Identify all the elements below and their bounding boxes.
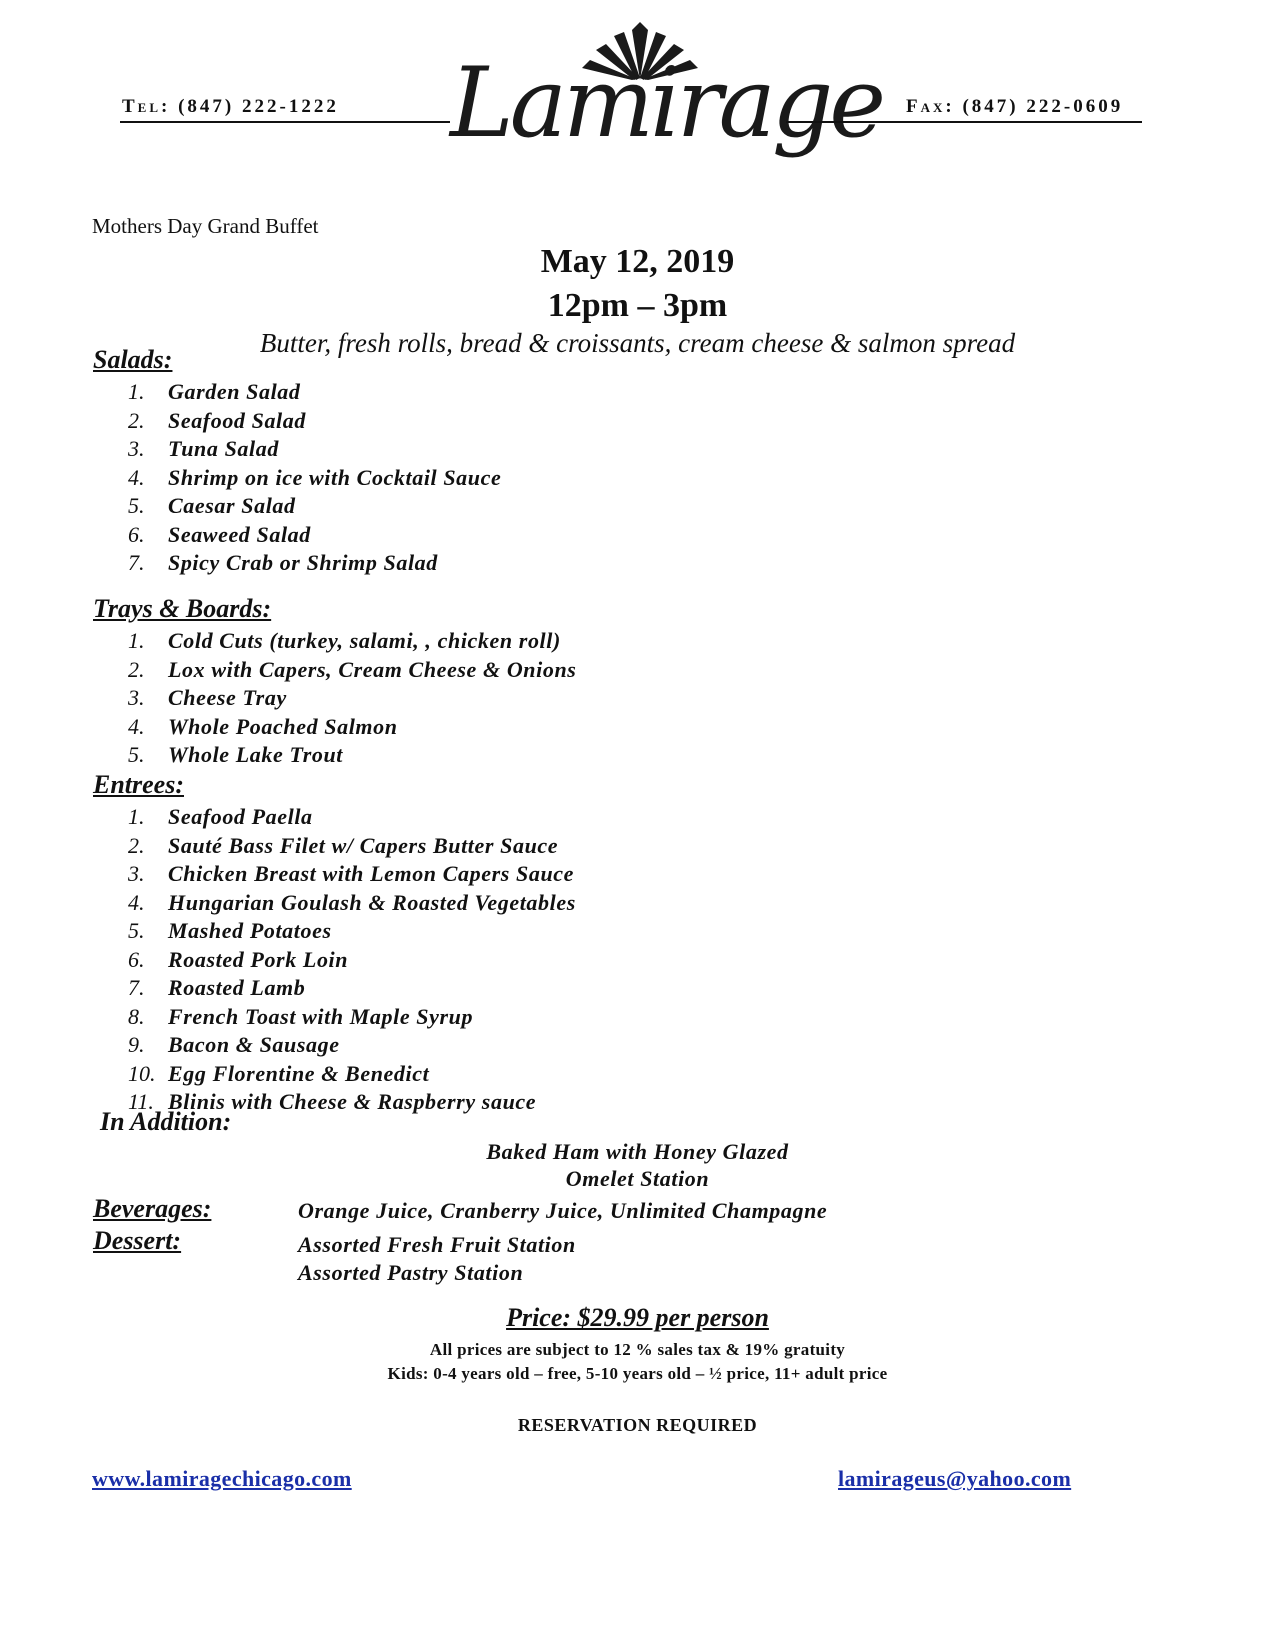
entrees-list (128, 803, 576, 1117)
list-item: 6. Seaweed Salad (128, 521, 311, 547)
letterhead (0, 0, 1275, 200)
logo (440, 22, 883, 172)
addition-item-ham: Baked Ham with Honey Glazed (486, 1139, 789, 1164)
kids-pricing-note: Kids: 0-4 years old – free, 5-10 years old – ½ price, 11+ adult price (387, 1364, 888, 1383)
list-item: 7. Roasted Lamb (128, 975, 306, 1000)
dessert-label: Dessert: (93, 1226, 182, 1255)
price: Price: $29.99 per person (506, 1303, 769, 1332)
website-link[interactable]: www.lamiragechicago.com (92, 1466, 352, 1491)
dessert-item-pastry: Assorted Pastry Station (298, 1260, 524, 1285)
list-item: 3. Tuna Salad (128, 436, 279, 461)
list-item: 1. Garden Salad (128, 379, 301, 404)
list-item: 11. Blinis with Cheese & Raspberry sauce (128, 1089, 537, 1114)
list-item: 9. Bacon & Sausage (128, 1032, 340, 1057)
salads-heading: Salads: (93, 345, 173, 374)
list-item: 2. Seafood Salad (128, 407, 306, 433)
list-item: 2. Lox with Capers, Cream Cheese & Onions (128, 656, 577, 682)
reservation-notice: RESERVATION REQUIRED (517, 1415, 758, 1435)
email-link[interactable]: lamirageus@yahoo.com (838, 1466, 1072, 1491)
list-item: 3. Cheese Tray (128, 685, 287, 710)
list-item: 5. Whole Lake Trout (128, 742, 344, 767)
list-item: 4. Whole Poached Salmon (128, 713, 398, 739)
list-item: 6. Roasted Pork Loin (128, 946, 349, 972)
trays-list (128, 627, 576, 770)
document-title: Mothers Day Grand Buffet (92, 214, 319, 238)
header-rule-left (120, 121, 450, 123)
addition-item-omelet: Omelet Station (565, 1166, 710, 1191)
list-item: 4. Shrimp on ice with Cocktail Sauce (128, 464, 502, 490)
bread-subtitle: Butter, fresh rolls, bread & croissants, cream cheese & salmon spread (259, 328, 1016, 358)
header-rule-right (786, 121, 1142, 123)
list-item: 8. French Toast with Maple Syrup (128, 1003, 474, 1029)
list-item: 2. Sauté Bass Filet w/ Capers Butter Sauce (128, 832, 559, 858)
list-item: 1. Cold Cuts (turkey, salami, , chicken roll) (128, 628, 561, 653)
addition-heading: In Addition: (100, 1107, 232, 1136)
logo-wordmark: Lamirage (450, 47, 883, 159)
list-item: 5. Mashed Potatoes (128, 918, 332, 943)
list-item: 7. Spicy Crab or Shrimp Salad (128, 550, 438, 575)
list-item: 5. Caesar Salad (128, 493, 296, 518)
list-item: 10. Egg Florentine & Benedict (128, 1060, 430, 1086)
tax-note: All prices are subject to 12 % sales tax & 19% gratuity (429, 1340, 846, 1359)
entrees-heading: Entrees: (93, 770, 184, 799)
event-date: May 12, 2019 (540, 243, 735, 280)
list-item: 1. Seafood Paella (128, 804, 313, 829)
trays-heading: Trays & Boards: (93, 594, 272, 623)
telephone-number: Tel: (847) 222-1222 (122, 96, 339, 117)
list-item: 3. Chicken Breast with Lemon Capers Sauce (128, 861, 575, 886)
dessert-item-fruit: Assorted Fresh Fruit Station (298, 1232, 576, 1257)
fax-number: Fax: (847) 222-0609 (906, 96, 1124, 117)
beverages-label: Beverages: (93, 1194, 212, 1223)
list-item: 4. Hungarian Goulash & Roasted Vegetables (128, 889, 576, 915)
beverages-value: Orange Juice, Cranberry Juice, Unlimited Champagne (298, 1198, 828, 1223)
event-time: 12pm – 3pm (547, 287, 728, 324)
salads-list (128, 378, 501, 578)
